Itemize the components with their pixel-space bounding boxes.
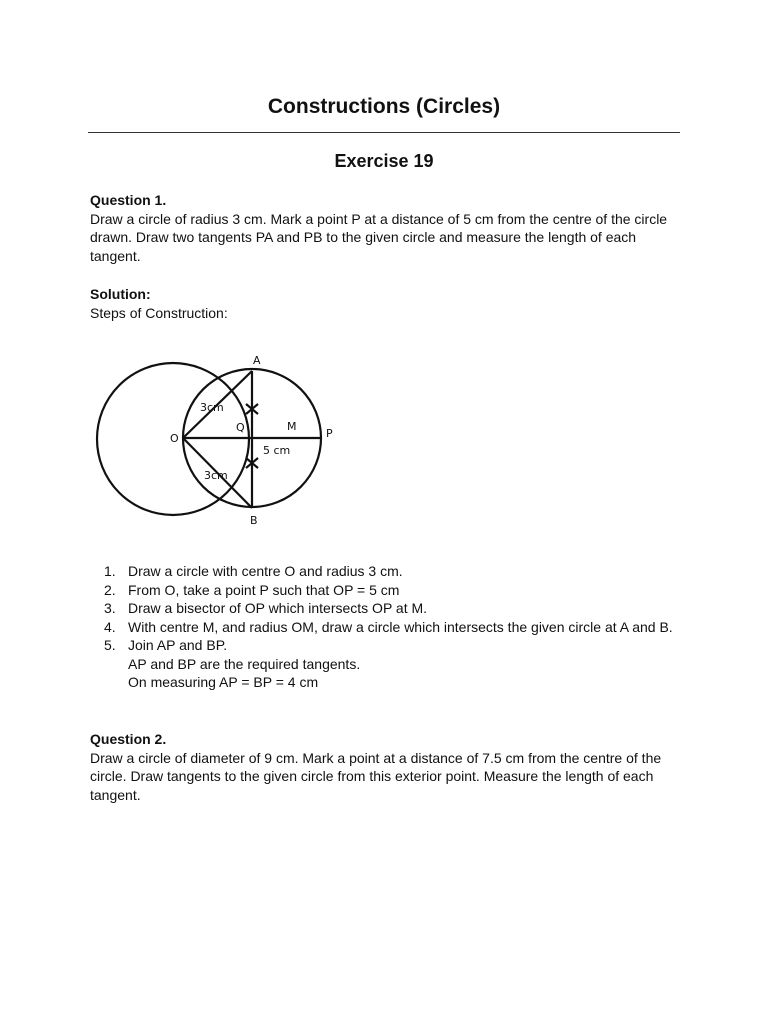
step-2-text: From O, take a point P such that OP = 5 cm [128,581,400,598]
step-5 [90,636,682,692]
label-q: Q [236,421,245,434]
step-5-conclusion: AP and BP are the required tangents. [128,655,361,672]
label-m: M [287,420,297,433]
step-4-number: 4. [104,618,116,635]
title-divider [88,132,680,133]
solution-1-intro: Steps of Construction: [90,304,228,321]
step-1-text: Draw a circle with centre O and radius 3 cm. [128,563,403,579]
step-5-number: 5. [104,637,116,653]
question-1 [90,191,682,265]
figure-drawing [90,346,350,536]
label-p: P [326,427,333,440]
step-1-number: 1. [104,563,116,579]
question-1-text: Draw a circle of radius 3 cm. Mark a point P at a distance of 5 cm from the centre of the circle drawn. Draw two tangents PA and PB to the given circle and measure the length of each tangent. [90,210,668,264]
label-a: A [253,354,261,367]
label-o: O [170,432,179,445]
question-1-label: Question 1. [90,192,167,208]
question-2-label: Question 2. [90,731,167,747]
step-5-text: Join AP and BP. [128,637,228,653]
step-3-number: 3. [104,600,116,616]
question-2 [90,730,682,804]
construction-steps [90,562,682,692]
step-3-text: Draw a bisector of OP which intersects OP at M. [128,600,428,616]
solution-1-label: Solution: [90,286,151,302]
label-op-length: 5 cm [263,444,291,457]
label-b: B [250,514,258,527]
step-5-measurement: On measuring AP = BP = 4 cm [128,674,319,690]
step-2 [90,581,682,600]
question-2-text: Draw a circle of diameter of 9 cm. Mark a point at a distance of 7.5 cm from the centre of the circle. Draw tangents to the given circle from this exterior point. Measure the length of each tangent. [90,749,662,803]
page-title: Constructions (Circles) [267,95,501,118]
step-2-number: 2. [104,581,116,598]
label-radius-bottom: 3cm [204,469,228,482]
step-1 [90,562,682,581]
exercise-heading: Exercise 19 [334,151,434,171]
label-radius-top: 3cm [200,401,224,414]
step-3 [90,599,682,618]
step-4-text: With centre M, and radius OM, draw a circle which intersects the given circle at A and B. [128,618,673,635]
step-4 [90,618,682,637]
solution-1 [90,285,682,322]
